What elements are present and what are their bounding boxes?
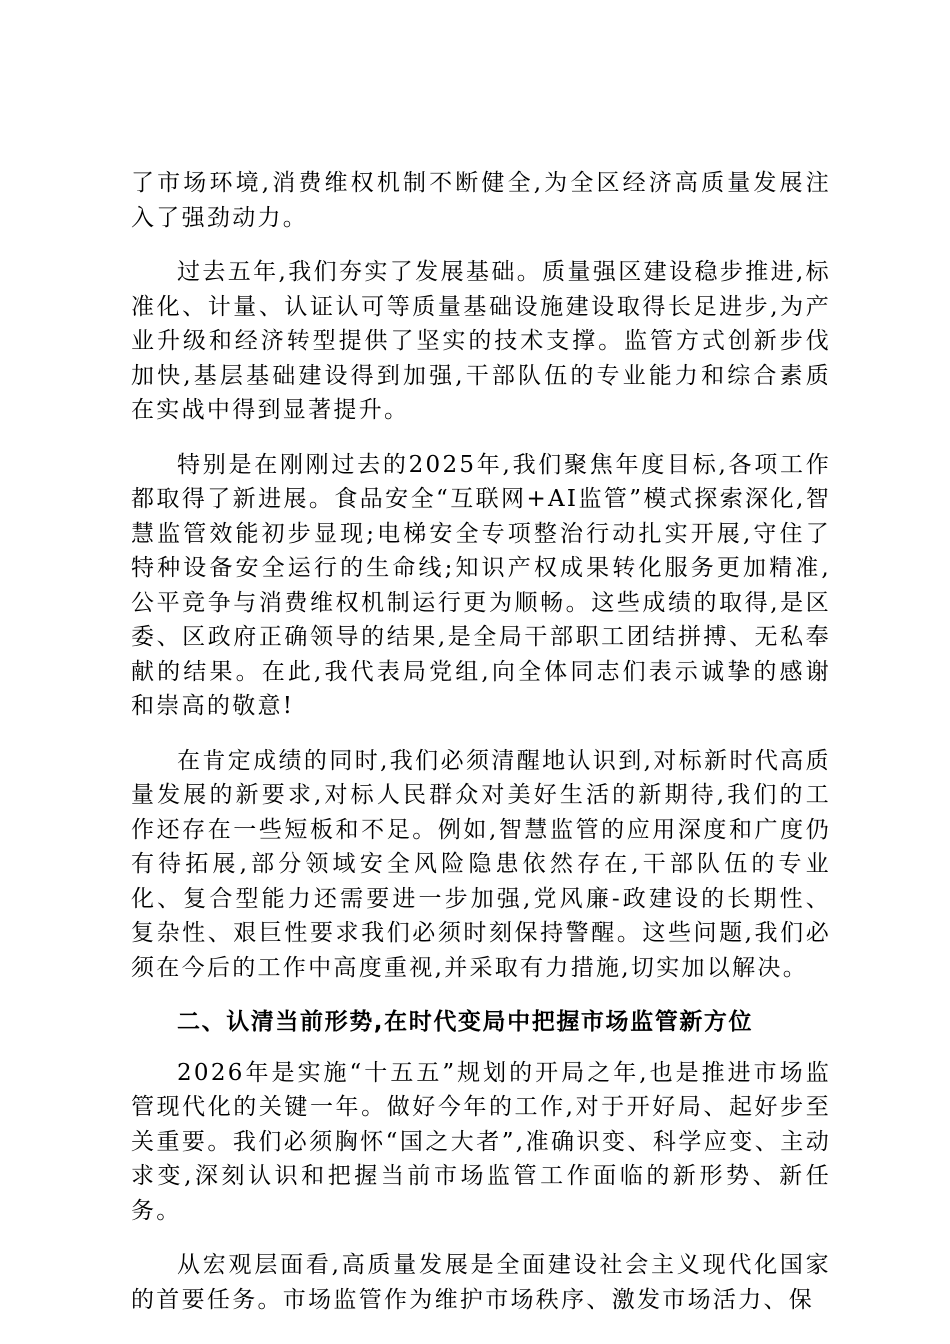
paragraph-foundation: 过去五年,我们夯实了发展基础。质量强区建设稳步推进,标准化、计量、认证认可等质量基础设施建设取得长足进步,为产业升级和经济转型提供了坚实的技术支撑。监管方式创新步伐加快,基层基础建设得到加强,干部队伍的专业能力和综合素质在实战中得到显著提升。 xyxy=(131,259,831,423)
document-body xyxy=(131,166,831,1337)
paragraph-macro-view: 从宏观层面看,高质量发展是全面建设社会主义现代化国家的首要任务。市场监管作为维护市场秩序、激发市场活力、保 xyxy=(131,1252,831,1313)
paragraph-shortcomings: 在肯定成绩的同时,我们必须清醒地认识到,对标新时代高质量发展的新要求,对标人民群众对美好生活的新期待,我们的工作还存在一些短板和不足。例如,智慧监管的应用深度和广度仍有待拓展,部分领域安全风险隐患依然存在,干部队伍的专业化、复合型能力还需要进一步加强,党风廉-政建设的长期性、复杂性、艰巨性要求我们必须时刻保持警醒。这些问题,我们必须在今后的工作中高度重视,并采取有力措施,切实加以解决。 xyxy=(131,747,831,981)
section-heading: 二、认清当前形势,在时代变局中把握市场监管新方位 xyxy=(177,1009,754,1035)
paragraph-continuation: 了市场环境,消费维权机制不断健全,为全区经济高质量发展注入了强劲动力。 xyxy=(131,170,831,231)
paragraph-2026-outlook: 2026年是实施“十五五”规划的开局之年,也是推进市场监管现代化的关键一年。做好今年的工作,对于开好局、起好步至关重要。我们必须胸怀“国之大者”,准确识变、科学应变、主动求变,深刻认识和把握当前市场监管工作面临的新形势、新任务。 xyxy=(131,1059,831,1224)
paragraph-2025-progress: 特别是在刚刚过去的2025年,我们聚焦年度目标,各项工作都取得了新进展。食品安全“互联网+AI监管”模式探索深化,智慧监管效能初步显现;电梯安全专项整治行动扎实开展,守住了特种设备安全运行的生命线;知识产权成果转化服务更加精准,公平竞争与消费维权机制运行更为顺畅。这些成绩的取得,是区委、区政府正确领导的结果,是全局干部职工团结拼搏、无私奉献的结果。在此,我代表局党组,向全体同志们表示诚挚的感谢和崇高的敬意! xyxy=(131,451,831,719)
